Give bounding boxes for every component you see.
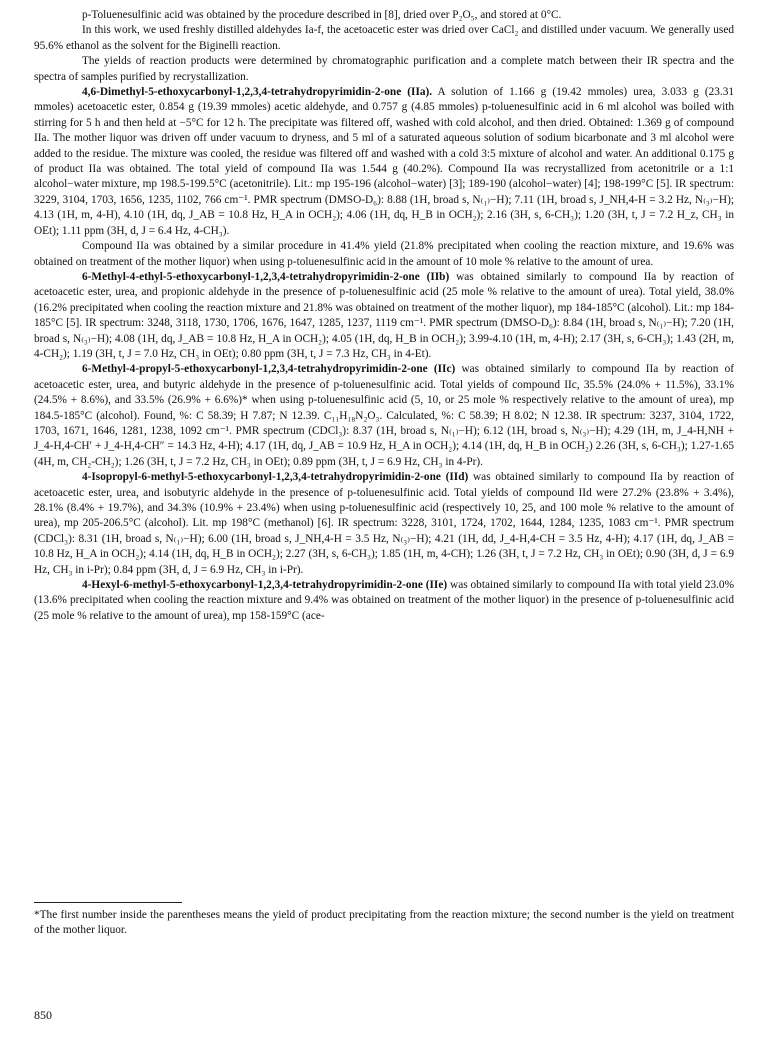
paragraph-iid: [34, 470, 734, 578]
footnote-text: *The first number inside the parentheses means the yield of product precipitating from the reaction mixture; the second number is the yield on treatment of the mother liquor.: [34, 909, 734, 937]
paragraph-iia: [34, 85, 734, 239]
compound-iic-title: 6-Methyl-4-propyl-5-ethoxycarbonyl-1,2,3,4-tetrahydropyrimidin-2-one (IIc): [82, 363, 456, 376]
page-body: [34, 8, 734, 624]
paragraph-iib: [34, 270, 734, 362]
paragraph-iia-alt-text: Compound IIa was obtained by a similar procedure in 41.4% yield (21.8% precipitated when cooling the reaction mixture, and 19.6% was obtained on treatment of the mother liquor) when using p-toluenesulfinic acid in the amount of 10 mole % relative to the amount of urea.: [34, 240, 734, 268]
footnote-divider: [34, 902, 182, 903]
paragraph-1-text: p-Toluenesulfinic acid was obtained by the procedure described in [8], dried over P₂O₅, and stored at 0°C.: [82, 9, 562, 21]
paragraph-3: [34, 54, 734, 85]
paragraph-1: [34, 8, 734, 23]
page-number: 850: [34, 1008, 52, 1022]
footnote: [34, 908, 734, 939]
compound-iie-text: was obtained similarly to compound IIa with total yield 23.0% (13.6% precipitated when cooling the reaction mixture and 9.4% was obtained on treatment of the mother liquor) in the presence of p-toluenesulfinic acid (25 mole % relative to the amount of urea), mp 158-159°C (ace-: [34, 579, 734, 622]
compound-iib-title: 6-Methyl-4-ethyl-5-ethoxycarbonyl-1,2,3,4-tetrahydropyrimidin-2-one (IIb): [82, 270, 450, 283]
paragraph-iie: [34, 578, 734, 624]
compound-iie-title: 4-Hexyl-6-methyl-5-ethoxycarbonyl-1,2,3,4-tetrahydropyrimidin-2-one (IIe): [82, 579, 448, 592]
paragraph-3-text: The yields of reaction products were determined by chromatographic purification and a complete match between their IR spectra and the spectra of samples purified by recrystallization.: [34, 55, 734, 83]
compound-iic-text: was obtained similarly to compound IIa by reaction of acetoacetic ester, urea, and butyric aldehyde in the presence of p-toluenesulfinic acid. Total yields of compound IIc, 35.5% (24.0% + 11.5%), 33.1% (24.5% + 8.6%), and 33.5% (26.9% + 6.6%)* when using p-toluenesulfinic acid (5, 10, or 25 mole % respectively relative to the amount of urea), mp 184.5-185°C (alcohol). Found, %: C 58.39; H 7.87; N 12.39. C₁₁H₁₈N₂O₃. Calculated, %: C 58.39; H 8.02; N 12.38. IR spectrum: 3237, 3104, 1722, 1703, 1671, 1646, 1281, 1238, 1092 cm⁻¹. PMR spectrum (CDCl₃): 8.37 (1H, broad s, N₍₁₎−H); 6.12 (1H, broad s, N₍₃₎−H); 4.29 (1H, m, J_4-H,NH + J_4-H,4-CH′ + J_4-H,4-CH″ = 14.3 Hz, 4-H); 4.17 (1H, dq, J_AB = 10.9 Hz, H_A in OCH₂); 4.14 (1H, dq, H_B in OCH₂) 2.26 (3H, s, 6-CH₃); 1.27-1.65 (4H, m, CH₂-CH₂); 1.26 (3H, t, J = 7.2 Hz, CH₃ in OEt); 0.89 ppm (3H, t, J = 6.9 Hz, CH₃ in 4-Pr).: [34, 363, 734, 468]
compound-iib-text: was obtained similarly to compound IIa by reaction of acetoacetic ester, urea, and propionic aldehyde in the presence of p-toluenesulfinic acid (25 mole % relative to the amount of urea). Total yield, 38.0% (16.2% precipitated when cooling the reaction mixture and 21.8% was obtained on treatment of the mother liquor), mp 184-185°C (alcohol). Lit.: mp 184-185°C [5]. IR spectrum: 3248, 3118, 1730, 1706, 1676, 1647, 1285, 1237, 1119 cm⁻¹. PMR spectrum (DMSO-D₆): 8.84 (1H, broad s, N₍₁₎−H); 7.20 (1H, broad s, N₍₃₎−H); 4.08 (1H, dq, J_AB = 10.8 Hz, H_A in OCH₂); 4.05 (1H, dq, H_B in OCH₂); 3.99-4.10 (1H, m, 4-H); 2.17 (3H, s, 6-CH₃); 1.43 (2H, m, 4-CH₂); 1.19 (3H, t, J = 7.0 Hz, CH₃ in OEt); 0.80 ppm (3H, t, J = 7.3 Hz, CH₃ in 4-Et).: [34, 270, 735, 360]
paragraph-2: [34, 23, 734, 54]
paragraph-iic: [34, 362, 734, 470]
paragraph-iia-alt: [34, 239, 734, 270]
compound-iid-title: 4-Isopropyl-6-methyl-5-ethoxycarbonyl-1,2,3,4-tetrahydropyrimidin-2-one (IId): [82, 471, 469, 484]
compound-iid-text: was obtained similarly to compound IIa by reaction of acetoacetic ester, urea, and isobutyric aldehyde in the presence of p-toluenesulfinic acid. Total yields of compound IId were 27.2% (23.8% + 3.4%), 28.1% (8.4% + 19.7%), and 34.3% (10.9% + 23.4%) when using p-toluenesulfinic acid (respectively 10, 25, and 100 mole % relative to the amount of urea), mp 205-206.5°C (alcohol). Lit. mp 198°C (methanol) [6]. IR spectrum: 3228, 3101, 1724, 1702, 1644, 1284, 1235, 1083 cm⁻¹. PMR spectrum (CDCl₃): 8.31 (1H, broad s, N₍₁₎−H); 6.00 (1H, broad s, J_NH,4-H = 3.5 Hz, N₍₃₎−H); 4.21 (1H, dd, J_4-H,4-CH = 3.5 Hz, 4-H); 4.17 (1H, dq, J_AB = 10.8 Hz, H_A in OCH₂); 4.14 (1H, dq, H_B in OCH₂); 2.27 (3H, s, 6-CH₃); 1.85 (1H, m, 4-CH); 1.26 (3H, t, J = 7.2 Hz, CH₃ in OEt); 0.90 (3H, d, J = 6.9 Hz, CH₃ in i-Pr); 0.84 ppm (3H, d, J = 6.9 Hz, CH₃ in i-Pr).: [34, 471, 734, 576]
compound-iia-title: 4,6-Dimethyl-5-ethoxycarbonyl-1,2,3,4-tetrahydropyrimidin-2-one (IIa).: [82, 86, 433, 99]
paragraph-2-text: In this work, we used freshly distilled aldehydes Ia-f, the acetoacetic ester was dried over CaCl₂ and distilled under vacuum. We generally used 95.6% ethanol as the solvent for the Biginelli reaction.: [34, 24, 734, 52]
compound-iia-text: A solution of 1.166 g (19.42 mmoles) urea, 3.033 g (23.31 mmoles) acetoacetic ester, 0.854 g (19.39 mmoles) acetic aldehyde, and 0.757 g (4.85 mmoles) p-toluenesulfinic acid in 6 ml alcohol was boiled with stirring for 5 h and then held at −5°C for 12 h. The precipitate was filtered off, washed with cold alcohol, and then dried. Obtained: 1.369 g of compound IIa. The mother liquor was driven off under vacuum to dryness, and 5 ml of a saturated aqueous solution of sodium bicarbonate and 3 ml alcohol were added to the residue. The mixture was cooled, the residue was filtered off and washed with a cold 3:5 mixture of alcohol and water. An additional 0.175 g of product IIa was obtained. The total yield of compound IIa was 1.544 g (40.2%). Compound IIa was recrystallized from acetonitrile or a 1:1 alcohol−water mixture, mp 198.5-199.5°C (acetonitrile). Lit.: mp 195-196 (alcohol−water) [3]; 189-190 (alcohol−water) [4]; 198-199°C [5]. IR spectrum: 3229, 3104, 1703, 1656, 1235, 1102, 766 cm⁻¹. PMR spectrum (DMSO-D₆): 8.88 (1H, broad s, N₍₁₎−H); 7.11 (1H, broad s, J_NH,4-H = 3.2 Hz, N₍₃₎−H); 4.13 (1H, m, 4-H), 4.10 (1H, dq, J_AB = 10.8 Hz, H_A in OCH₂); 4.06 (1H, dq, H_B in OCH₂); 2.16 (3H, s, 6-CH₃); 1.20 (3H, t, J = 7.2 H_z, CH₃ in OEt); 1.11 ppm (3H, d, J = 6.4 Hz, 4-CH₃).: [34, 86, 734, 237]
